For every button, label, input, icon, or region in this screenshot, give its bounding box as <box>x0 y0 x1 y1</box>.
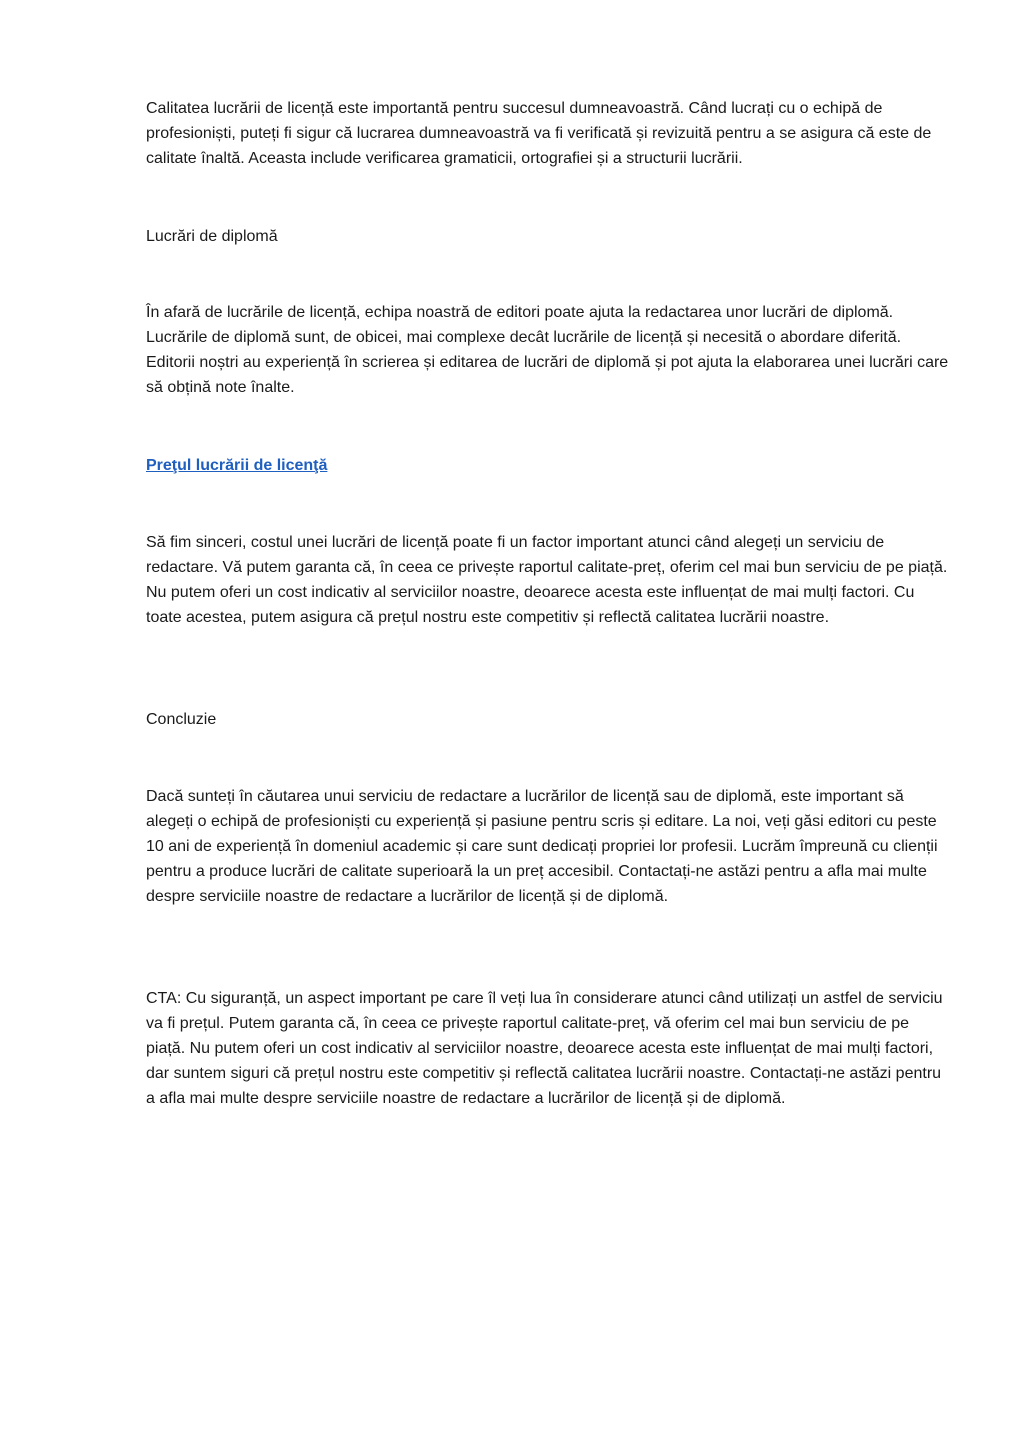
paragraph-diploma-works: În afară de lucrările de licență, echipa noastră de editori poate ajuta la redactarea unor lucrări de diplomă. Lucrările de diplomă sunt, de obicei, mai complexe decât lucrările de licență și necesită o abordare diferită. Editorii noștri au experiență în scrierea și editarea de lucrări de diplomă și pot ajuta la elaborarea unei lucrări care să obțină note înalte. <box>146 304 949 396</box>
heading-diploma-works: Lucrări de diplomă <box>146 228 278 245</box>
heading-conclusion: Concluzie <box>146 711 217 728</box>
price-link[interactable]: Preţul lucrării de licenţă <box>146 457 328 474</box>
paragraph-cta: CTA: Cu siguranță, un aspect important pe care îl veți lua în considerare atunci când utilizați un astfel de serviciu va fi prețul. Putem garanta că, în ceea ce privește raportul calitate-preț, vă oferim cel mai bun serviciu de pe piață. Nu putem oferi un cost indicativ al serviciilor noastre, deoarece acesta este influențat de mai mulți factori, dar suntem siguri că prețul nostru este competitiv și reflectă calitatea lucrării noastre. Contactați-ne astăzi pentru a afla mai multe despre serviciile noastre de redactare a lucrărilor de licență și de diplomă. <box>146 990 943 1107</box>
paragraph-conclusion: Dacă sunteți în căutarea unui serviciu de redactare a lucrărilor de licență sau de diplomă, este important să alegeți o echipă de profesioniști cu experiență și pasiune pentru scris și editare. La noi, veți găsi editori cu peste 10 ani de experiență în domeniul academic și care sunt dedicați propriei lor profesii. Lucrăm împreună cu clienții pentru a produce lucrări de calitate superioară la un preț accesibil. Contactați-ne astăzi pentru a afla mai multe despre serviciile noastre de redactare a lucrărilor de licență și de diplomă. <box>146 788 938 905</box>
paragraph-quality: Calitatea lucrării de licență este importantă pentru succesul dumneavoastră. Când lucrați cu o echipă de profesioniști, puteți fi sigur că lucrarea dumneavoastră va fi verificată și revizuită pentru a se asigura că este de calitate înaltă. Aceasta include verificarea gramaticii, ortografiei și a structurii lucrării. <box>146 100 932 167</box>
paragraph-price: Să fim sinceri, costul unei lucrări de licență poate fi un factor important atunci când alegeți un serviciu de redactare. Vă putem garanta că, în ceea ce privește raportul calitate-preț, oferim cel mai bun serviciu de pe piață. Nu putem oferi un cost indicativ al serviciilor noastre, deoarece acesta este influențat de mai mulți factori. Cu toate acestea, putem asigura că prețul nostru este competitiv și reflectă calitatea lucrării noastre. <box>146 534 948 626</box>
